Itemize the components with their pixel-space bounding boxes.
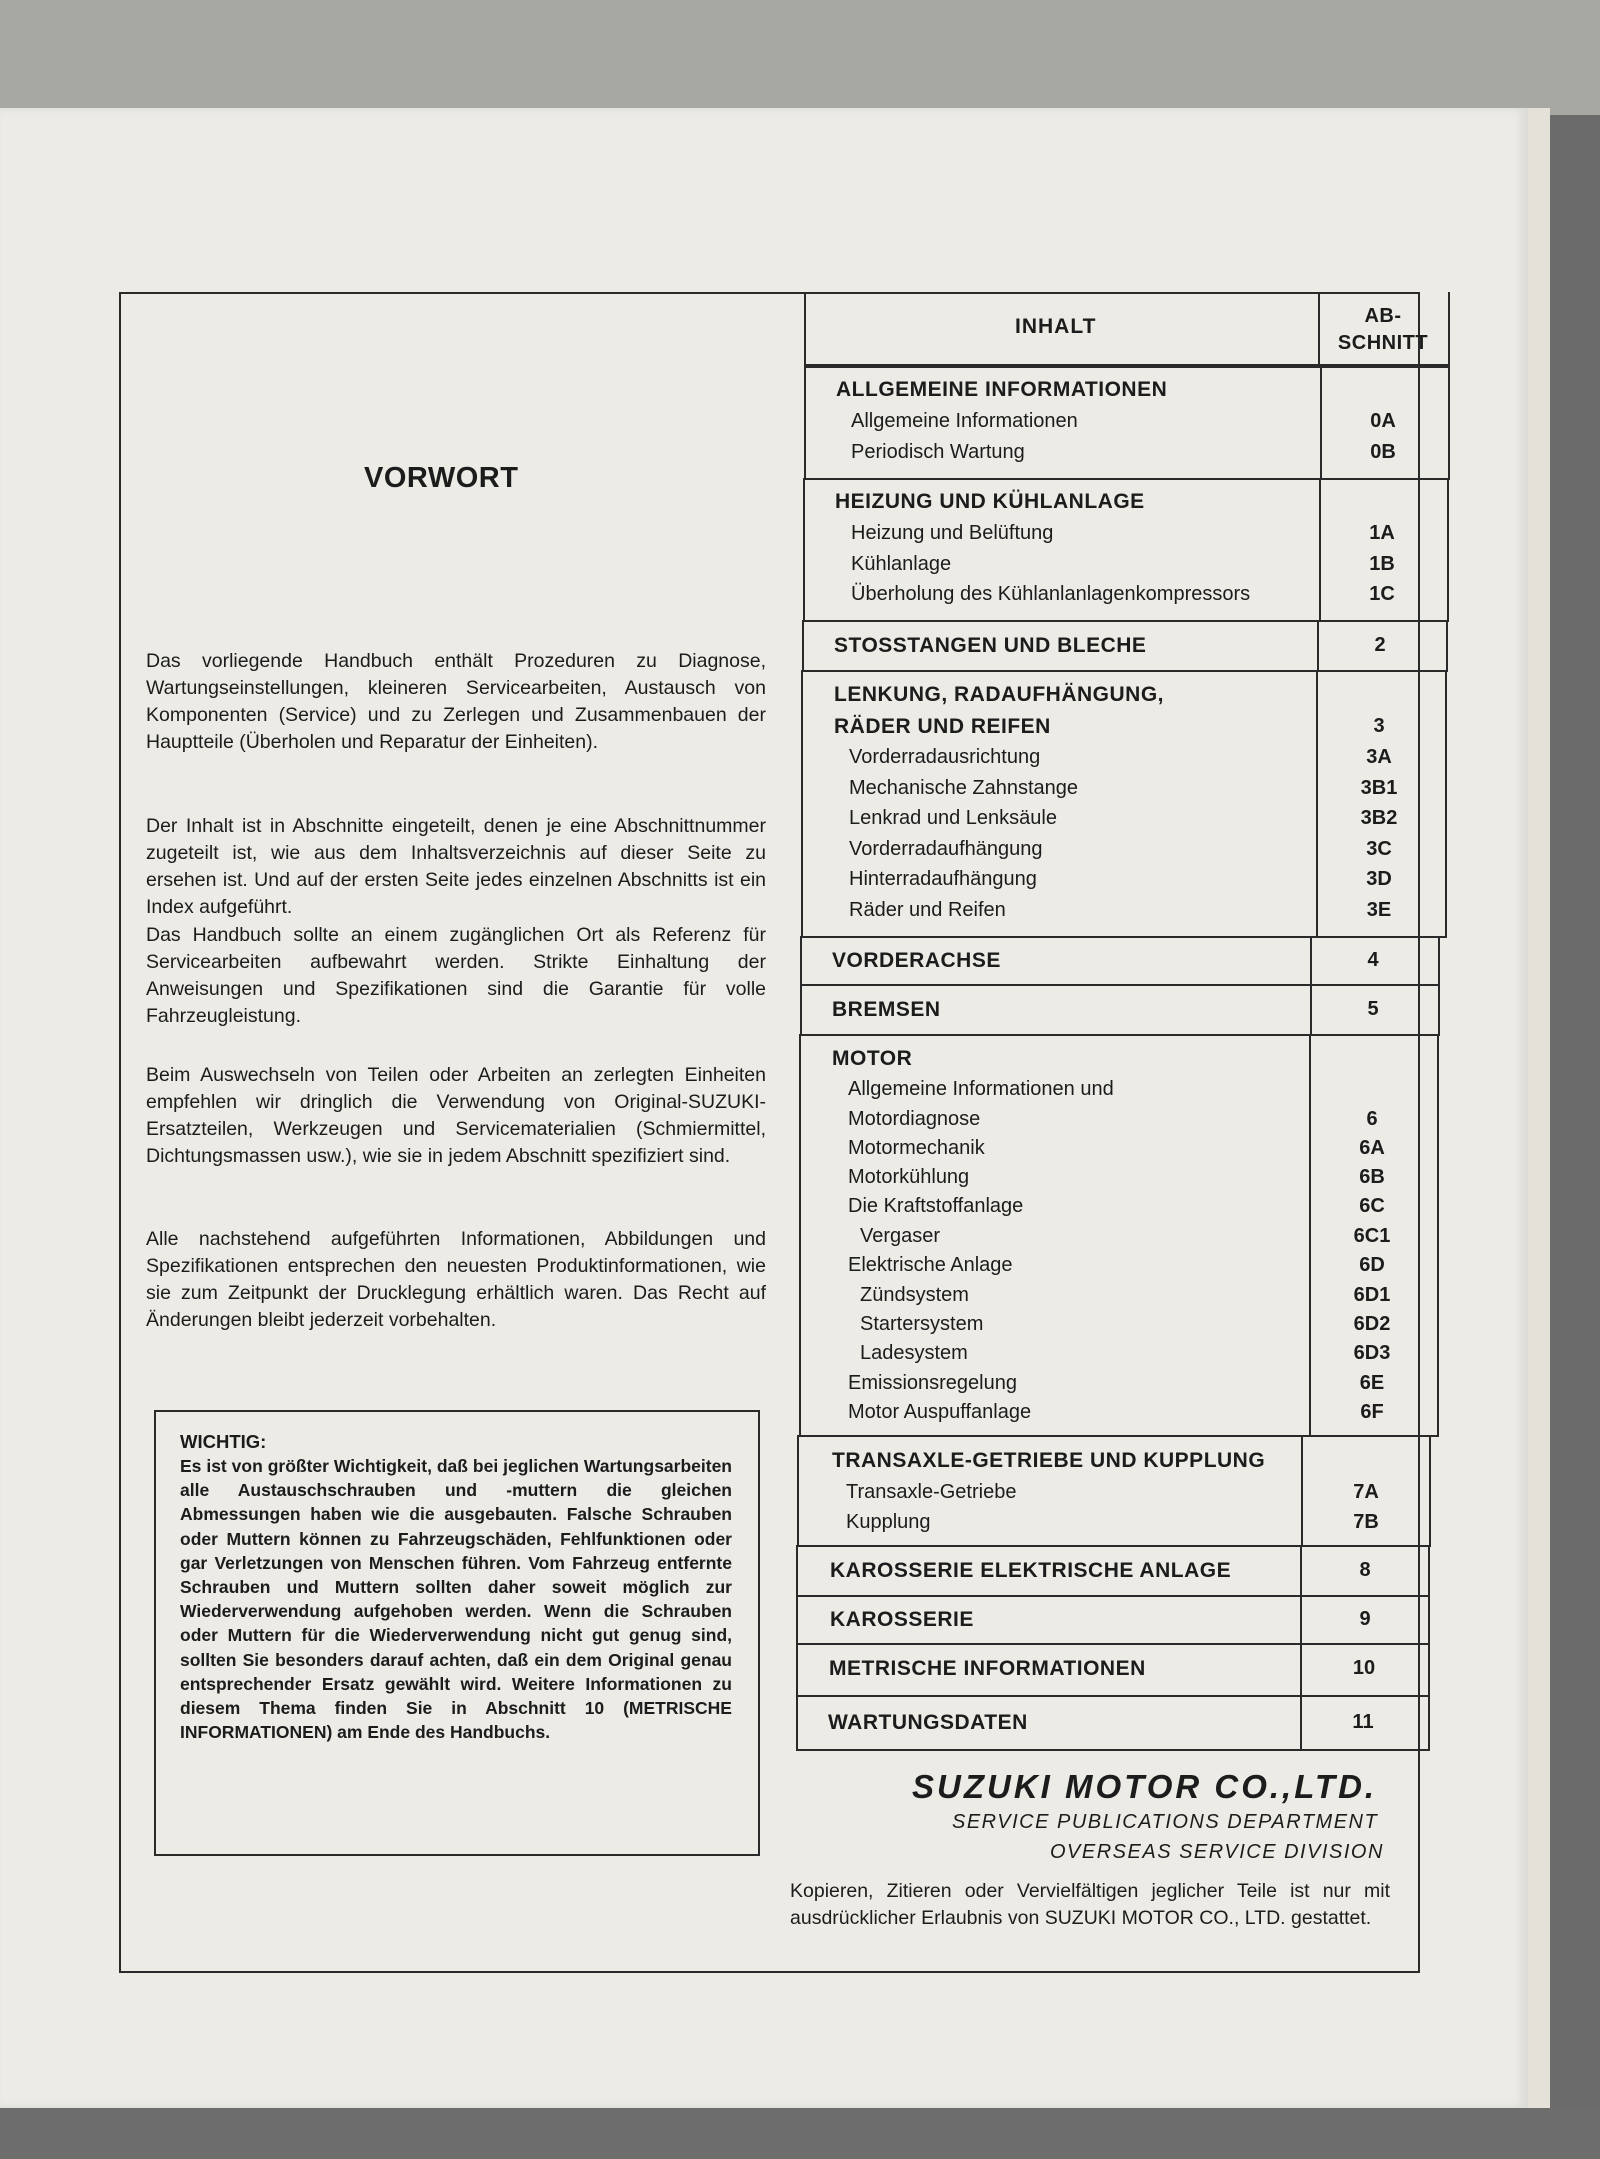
important-text: Es ist von größter Wichtigkeit, daß bei jeglichen Wartungsarbeiten alle Austauschschrauben und -muttern die gleichen Abmessungen haben wie die ausgebauten. Falsche Schrauben oder Muttern können zu Fahrzeugschäden, Fehlfunktionen oder gar Verletzungen von Menschen führen. Vom Fahrzeug entfernte Schrauben und Muttern sollten daher soweit möglich zur Wiederverwendung aufgehoben werden. Wenn die Schrauben oder Muttern für die Wiederverwendung nicht gut genug sind, sollten Sie besonders darauf achten, daß ein dem Original genau entsprechender Ersatz gewählt wird. Weitere Informationen zu diesem Thema finden Sie in Abschnitt 10 (METRISCHE INFORMATIONEN) am Ende des Handbuchs. bbox=[180, 1456, 732, 1743]
toc-section-title: HEIZUNG UND KÜHLANLAGE bbox=[835, 490, 1145, 513]
toc-entry: Zündsystem bbox=[860, 1284, 969, 1306]
page-title: VORWORT bbox=[364, 462, 519, 494]
toc-code: 8 bbox=[1359, 1559, 1371, 1581]
toc-entry: Elektrische Anlage bbox=[848, 1254, 1013, 1276]
toc-entry: Motormechanik bbox=[848, 1137, 985, 1159]
toc-code: 3 bbox=[1373, 715, 1385, 737]
toc-entry: Kupplung bbox=[846, 1511, 931, 1533]
toc-header-contents: INHALT bbox=[1015, 315, 1097, 338]
toc-code: 0A bbox=[1370, 410, 1396, 432]
toc-code: 11 bbox=[1352, 1711, 1374, 1733]
toc-code: 1C bbox=[1369, 583, 1395, 605]
toc-code: 9 bbox=[1359, 1608, 1371, 1630]
toc-entry: Räder und Reifen bbox=[849, 899, 1006, 921]
toc-code: 6D bbox=[1359, 1254, 1385, 1276]
toc-code: 6D1 bbox=[1353, 1284, 1391, 1306]
toc-entry: Motordiagnose bbox=[848, 1108, 981, 1130]
toc-code: 7B bbox=[1353, 1511, 1379, 1533]
toc-entry: Vorderradausrichtung bbox=[849, 746, 1041, 768]
toc-code: 4 bbox=[1367, 949, 1379, 971]
toc-entry: Motor Auspuffanlage bbox=[848, 1401, 1032, 1423]
page-edge bbox=[1528, 108, 1550, 2108]
toc-code: 6F bbox=[1360, 1401, 1384, 1423]
toc-section-title: LENKUNG, RADAUFHÄNGUNG, bbox=[834, 683, 1164, 706]
toc-code: 3C bbox=[1366, 838, 1392, 860]
toc-section-title: BREMSEN bbox=[832, 998, 941, 1021]
toc-entry: Ladesystem bbox=[860, 1342, 968, 1364]
toc-entry: Allgemeine Informationen und bbox=[848, 1078, 1114, 1100]
toc-code: 1A bbox=[1369, 522, 1395, 544]
toc-section-title: WARTUNGSDATEN bbox=[828, 1711, 1028, 1734]
toc-entry: Startersystem bbox=[860, 1313, 984, 1335]
toc-header-section-line2: SCHNITT bbox=[1337, 332, 1429, 354]
toc-code: 3B1 bbox=[1360, 777, 1398, 799]
toc-header-section-line1: AB- bbox=[1364, 305, 1402, 327]
toc-entry: Überholung des Kühlanlanlagenkompressors bbox=[851, 583, 1251, 605]
toc-code: 2 bbox=[1374, 634, 1386, 656]
toc-code: 10 bbox=[1352, 1657, 1376, 1679]
background-top bbox=[0, 0, 1600, 115]
important-notice bbox=[154, 1410, 760, 1856]
toc-code: 5 bbox=[1367, 998, 1379, 1020]
copyright-notice: Kopieren, Zitieren oder Vervielfältigen jeglicher Teile ist nur mit ausdrücklicher Erlaubnis von SUZUKI MOTOR CO., LTD. gestattet. bbox=[790, 1880, 1390, 1929]
toc-entry: Transaxle-Getriebe bbox=[846, 1481, 1017, 1503]
company-name: SUZUKI MOTOR CO.,LTD. bbox=[912, 1768, 1378, 1805]
toc-entry: Heizung und Belüftung bbox=[851, 522, 1054, 544]
toc-code: 6E bbox=[1359, 1372, 1385, 1394]
toc-code: 3E bbox=[1366, 899, 1392, 921]
toc-entry: Periodisch Wartung bbox=[851, 441, 1025, 463]
toc-code: 3B2 bbox=[1360, 807, 1398, 829]
foreword-paragraph-1: Das vorliegende Handbuch enthält Prozeduren zu Diagnose, Wartungseinstellungen, kleineren Servicearbeiten, Austausch von Komponenten (Service) und zu Zerlegen und Zusammenbauen der Hauptteile (Überholen und Reparatur der Einheiten). bbox=[146, 650, 766, 753]
toc-code: 6B bbox=[1359, 1166, 1385, 1188]
toc-section-title: MOTOR bbox=[832, 1047, 913, 1070]
toc-header-section bbox=[1318, 303, 1448, 357]
toc-section-title: KAROSSERIE bbox=[830, 1608, 974, 1631]
toc-section-steering bbox=[801, 670, 1447, 938]
foreword-paragraph-4: Beim Auswechseln von Teilen oder Arbeiten an zerlegten Einheiten empfehlen wir dringlich die Verwendung von Original-SUZUKI-Ersatzteilen, Werkzeugen und Servicematerialien (Schmiermittel, Dichtungsmassen usw.), wie sie in jedem Abschnitt spezifiziert sind. bbox=[146, 1064, 766, 1167]
toc-entry: Allgemeine Informationen bbox=[851, 410, 1078, 432]
toc-section-title: STOSSTANGEN UND BLECHE bbox=[834, 634, 1147, 657]
toc-section-title: KAROSSERIE ELEKTRISCHE ANLAGE bbox=[830, 1559, 1232, 1582]
toc-entry: Vorderradaufhängung bbox=[849, 838, 1043, 860]
toc-entry: Die Kraftstoffanlage bbox=[848, 1195, 1024, 1217]
foreword-paragraph-2: Der Inhalt ist in Abschnitte eingeteilt, denen je eine Abschnittnummer zugeteilt ist, wie aus dem Inhaltsverzeichnis auf dieser Seite zu ersehen ist. Und auf der ersten Seite jedes einzelnen Abschnitts ist ein Index aufgeführt. bbox=[146, 815, 766, 918]
toc-code: 6C1 bbox=[1353, 1225, 1391, 1247]
department-line-2: OVERSEAS SERVICE DIVISION bbox=[1050, 1841, 1384, 1863]
important-title: WICHTIG: bbox=[180, 1431, 267, 1452]
toc-code: 3A bbox=[1366, 746, 1392, 768]
toc-section-title: TRANSAXLE-GETRIEBE UND KUPPLUNG bbox=[832, 1449, 1266, 1472]
toc-entry: Hinterradaufhängung bbox=[849, 868, 1037, 890]
toc-code: 6C bbox=[1359, 1195, 1385, 1217]
department-line-1: SERVICE PUBLICATIONS DEPARTMENT bbox=[952, 1811, 1379, 1833]
foreword-paragraph-5: Alle nachstehend aufgeführten Informationen, Abbildungen und Spezifikationen entsprechen den neuesten Produktinformationen, wie sie zum Zeitpunkt der Drucklegung erhältlich waren. Das Recht auf Änderungen bleibt jederzeit vorbehalten. bbox=[146, 1228, 766, 1331]
background-bottom bbox=[0, 2108, 1600, 2159]
toc-code: 6D2 bbox=[1353, 1313, 1391, 1335]
toc-entry: Emissionsregelung bbox=[848, 1372, 1017, 1394]
toc-section-title: ALLGEMEINE INFORMATIONEN bbox=[836, 378, 1168, 401]
toc-code: 7A bbox=[1353, 1481, 1379, 1503]
toc-code: 6D3 bbox=[1353, 1342, 1391, 1364]
toc-entry: Mechanische Zahnstange bbox=[849, 777, 1079, 799]
toc-entry: Lenkrad und Lenksäule bbox=[849, 807, 1057, 829]
toc-entry: Motorkühlung bbox=[848, 1166, 970, 1188]
toc-code: 6 bbox=[1366, 1108, 1378, 1130]
toc-code: 1B bbox=[1369, 553, 1395, 575]
toc-section-title: VORDERACHSE bbox=[832, 949, 1001, 972]
toc-section-title: METRISCHE INFORMATIONEN bbox=[829, 1657, 1146, 1680]
toc-entry: Vergaser bbox=[860, 1225, 941, 1247]
toc-section-title: RÄDER UND REIFEN bbox=[834, 715, 1051, 738]
toc-code: 3D bbox=[1366, 868, 1392, 890]
toc-code: 0B bbox=[1370, 441, 1396, 463]
toc-code: 6A bbox=[1359, 1137, 1385, 1159]
foreword-paragraph-3: Das Handbuch sollte an einem zugänglichen Ort als Referenz für Servicearbeiten aufbewahrt werden. Strikte Einhaltung der Anweisungen und Spezifikationen sind die Garantie für volle Fahrzeugleistung. bbox=[146, 924, 766, 1027]
toc-entry: Kühlanlage bbox=[851, 553, 952, 575]
